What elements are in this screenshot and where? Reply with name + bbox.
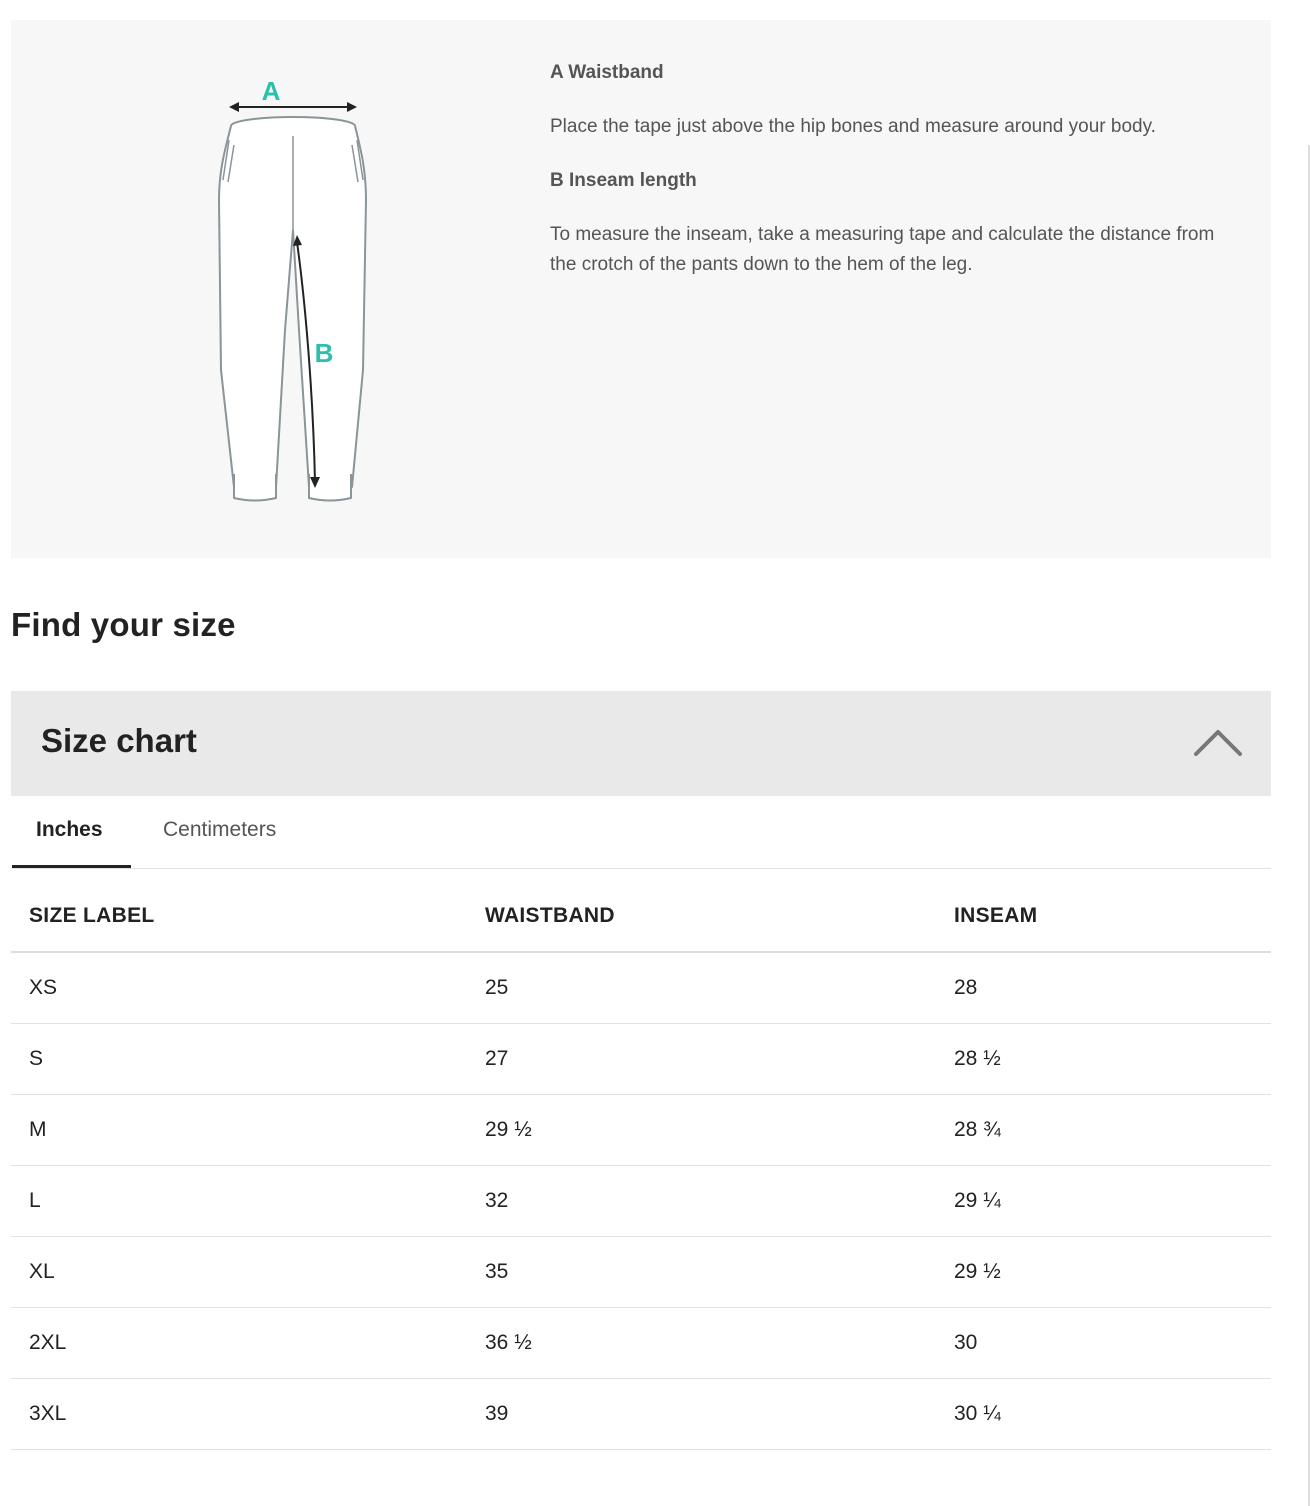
cell-waistband: 32: [485, 1166, 954, 1237]
cell-size: 2XL: [11, 1308, 485, 1379]
cell-waistband: 36 ½: [485, 1308, 954, 1379]
cell-size: L: [11, 1166, 485, 1237]
table-row: [11, 1308, 1271, 1379]
cell-inseam: 30 ¼: [954, 1379, 1271, 1450]
cell-inseam: 28 ½: [954, 1024, 1271, 1095]
cell-inseam: 29 ¼: [954, 1166, 1271, 1237]
cell-waistband: 39: [485, 1379, 954, 1450]
label-a: A: [261, 76, 281, 106]
cell-size: XL: [11, 1237, 485, 1308]
size-chart-title: Size chart: [41, 722, 197, 759]
cell-inseam: 30: [954, 1308, 1271, 1379]
find-your-size-title: Find your size: [11, 606, 236, 643]
table-row: [11, 1237, 1271, 1308]
table-row: [11, 952, 1271, 1024]
table-row: [11, 1166, 1271, 1237]
table-row: [11, 1095, 1271, 1166]
cell-size: S: [11, 1024, 485, 1095]
chevron-up-icon[interactable]: [1193, 727, 1243, 757]
header-size-label: SIZE LABEL: [11, 881, 485, 952]
inseam-text: To measure the inseam, take a measuring tape and calculate the distance from the crotch of the pants down to the hem of the leg.: [550, 224, 1215, 275]
table-row: [11, 1379, 1271, 1450]
tab-centimeters[interactable]: Centimeters: [163, 818, 277, 841]
cell-waistband: 29 ½: [485, 1095, 954, 1166]
waistband-text: Place the tape just above the hip bones and measure around your body.: [550, 116, 1156, 137]
cell-waistband: 25: [485, 952, 954, 1024]
tab-inches[interactable]: Inches: [36, 818, 103, 841]
cell-inseam: 29 ½: [954, 1237, 1271, 1308]
label-b: B: [314, 338, 334, 368]
cell-size: 3XL: [11, 1379, 485, 1450]
measurement-guide: [11, 20, 1271, 558]
cell-inseam: 28: [954, 952, 1271, 1024]
unit-tabs: [11, 796, 1271, 869]
pants-illustration: [201, 70, 391, 510]
cell-size: XS: [11, 952, 485, 1024]
measurement-instructions: [550, 58, 1240, 304]
waistband-heading: A Waistband: [550, 62, 664, 83]
table-row: [11, 1024, 1271, 1095]
cell-waistband: 35: [485, 1237, 954, 1308]
cell-size: M: [11, 1095, 485, 1166]
active-tab-indicator: [12, 865, 131, 868]
inseam-heading: B Inseam length: [550, 170, 697, 191]
size-table: [11, 881, 1271, 1450]
scrollbar[interactable]: [1306, 0, 1310, 1506]
pants-diagram: [201, 70, 391, 510]
size-chart-accordion-header[interactable]: [11, 691, 1271, 796]
cell-inseam: 28 ¾: [954, 1095, 1271, 1166]
table-header-row: [11, 881, 1271, 952]
header-inseam: INSEAM: [954, 881, 1271, 952]
header-waistband: WAISTBAND: [485, 881, 954, 952]
cell-waistband: 27: [485, 1024, 954, 1095]
